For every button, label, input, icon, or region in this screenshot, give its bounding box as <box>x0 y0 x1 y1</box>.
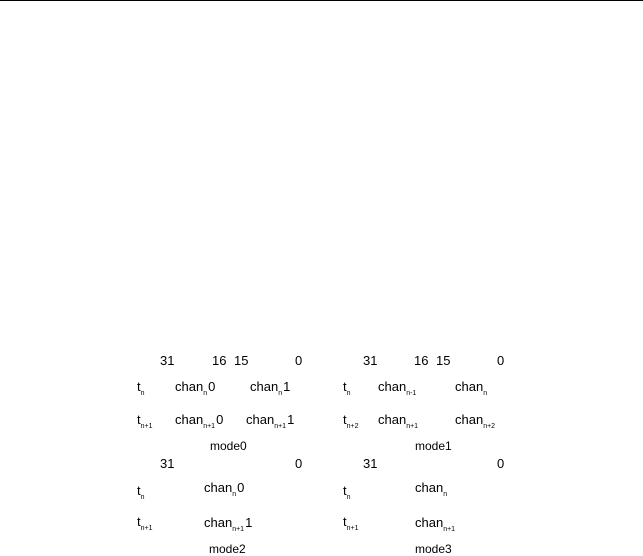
channel-label: chan$_{n+2}$ <box>455 412 496 430</box>
mode-caption: mode0 <box>210 439 247 453</box>
bit-31-label: 31 <box>363 353 378 368</box>
bit-31-label: 31 <box>363 456 378 471</box>
bit-0-label: 0 <box>295 456 303 471</box>
bit-15-label: 15 <box>436 353 451 368</box>
bit-15-label: 15 <box>234 353 249 368</box>
timestamp-label: $t_{n+1}$ <box>343 514 359 532</box>
timestamp-label: $t_n$ <box>343 483 351 501</box>
timestamp-label: $t_{n+1}$ <box>137 412 153 430</box>
bit-0-label: 0 <box>295 353 303 368</box>
mode-caption: mode3 <box>415 542 452 556</box>
channel-label: chan$_{n+1}$1 <box>246 412 295 430</box>
bit-16-label: 16 <box>414 353 429 368</box>
channel-label: chan$_n$ <box>415 480 448 498</box>
bit-16-label: 16 <box>212 353 227 368</box>
channel-label: chan$_{n+1}$ <box>415 515 456 533</box>
bit-0-label: 0 <box>497 353 505 368</box>
mode-caption: mode2 <box>209 542 246 556</box>
channel-label: chan$_n$0 <box>175 379 216 397</box>
channel-label: chan$_{n+1}$0 <box>175 412 224 430</box>
channel-label: chan$_{n-1}$ <box>378 379 417 397</box>
timestamp-label: $t_{n+2}$ <box>343 412 359 430</box>
timestamp-label: $t_n$ <box>343 379 351 397</box>
channel-label: chan$_n$1 <box>250 379 291 397</box>
mode-caption: mode1 <box>415 439 452 453</box>
bit-0-label: 0 <box>497 456 505 471</box>
timestamp-label: $t_{n+1}$ <box>137 514 153 532</box>
top-border-line <box>0 0 643 1</box>
channel-label: chan$_n$0 <box>204 480 245 498</box>
bit-31-label: 31 <box>160 353 175 368</box>
timestamp-label: $t_n$ <box>137 379 145 397</box>
timestamp-label: $t_n$ <box>137 483 145 501</box>
bit-31-label: 31 <box>160 456 175 471</box>
channel-label: chan$_{n+1}$1 <box>204 515 253 533</box>
channel-label: chan$_{n+1}$ <box>378 412 419 430</box>
channel-label: chan$_n$ <box>455 379 488 397</box>
